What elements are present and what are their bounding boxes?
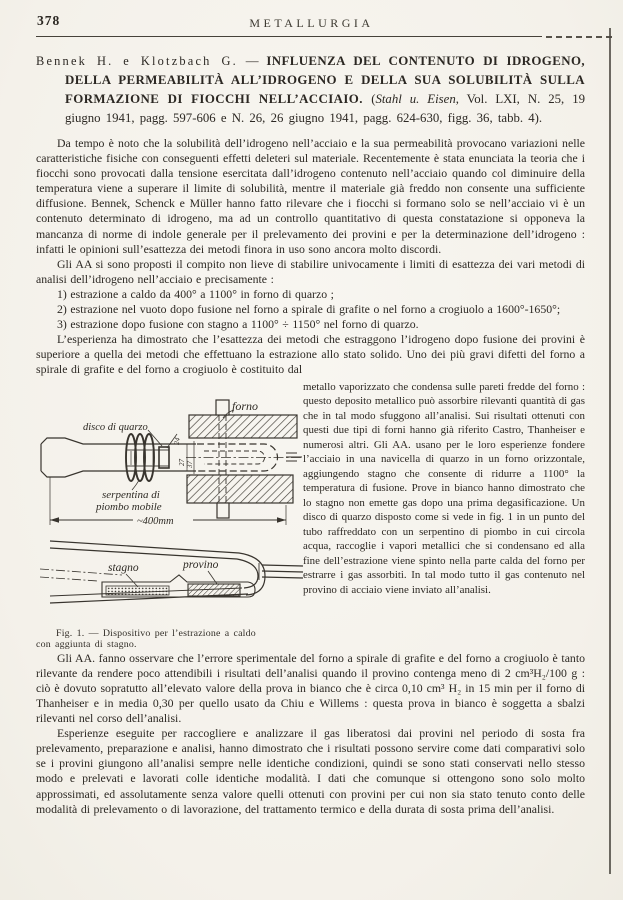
figure-caption bbox=[36, 628, 296, 651]
method-item-1: 1) estrazione a caldo da 400° a 1100° in forno di quarzo ; bbox=[57, 286, 334, 301]
label-provino: provino bbox=[183, 558, 219, 571]
boat-closeup-diagram bbox=[40, 541, 303, 603]
label-serpentina-line1: serpentina di bbox=[102, 488, 160, 501]
label-dim-27: 27 bbox=[178, 458, 186, 466]
journal-title: METALLURGIA bbox=[249, 16, 374, 30]
label-dim-400mm: ~400mm bbox=[137, 515, 174, 527]
caption-line-2: con aggiunta di stagno. bbox=[36, 639, 137, 651]
figure-block bbox=[36, 380, 303, 651]
label-forno: forno bbox=[232, 398, 259, 413]
article-authors: Bennek H. e Klotzbach G. bbox=[36, 54, 238, 68]
furnace-diagram bbox=[41, 400, 302, 525]
paragraph-experience: L’esperienza ha dimostrato che l’esattezza dei metodi che estraggono l’idrogeno dopo fusione dei provini è superiore a quella dei metodi che effettuano la estrazione allo stato solido. Uno dei più gravi difetti del forno a spirale di grafite e del forno a crogiuolo è costituito dal bbox=[36, 332, 585, 377]
reference-journal-name: Stahl u. Eisen bbox=[375, 92, 456, 106]
article-body bbox=[36, 52, 585, 817]
reference-details: , Vol. LXI, N. 25, 19 giugno 1941, pagg. 597-606 e N. 26, 26 giugno 1941, pagg. 624-630, figg. 36, tabb. 4). bbox=[65, 92, 585, 125]
figure-and-text-columns bbox=[36, 380, 585, 651]
label-stagno: stagno bbox=[108, 561, 139, 574]
fig1-apparatus-diagram bbox=[36, 380, 303, 620]
label-serpentina-line2: piombo mobile bbox=[96, 500, 162, 513]
header-rule-solid bbox=[36, 36, 542, 37]
article-heading bbox=[36, 52, 585, 128]
paragraph-sampling: Esperienze eseguite per raccogliere e analizzare il gas liberatosi dai provini nel periodo di sosta fra prelevamento, preparazione e analisi, hanno dimostrato che i risultati possono servire come dati comparativi solo se i provini giungono all’analisi sempre nelle identiche condizioni, quindi se sono stati conservati nello stesso modo e prelevati e lavorati colle identiche modalità. I dati che comunque si ottengono sono solo molto approssimati, ed assolutamente senza valore quelli ottenuti con provini per cui non sia stato tenuto conto delle modalità di prelevamento o di lavorazione, del trattamento termico e della durata di sosta prima dell’analisi. bbox=[36, 726, 585, 816]
label-dim-37: 37 bbox=[186, 460, 194, 468]
caption-line-1: Fig. 1. — Dispositivo per l’estrazione a caldo bbox=[56, 627, 256, 639]
page-number: 378 bbox=[37, 13, 61, 28]
method-item-2: 2) estrazione nel vuoto dopo fusione nel forno a spirale di grafite o nel forno a crogiuolo a 1600°-1650°; bbox=[57, 302, 561, 317]
right-column-text: metallo vaporizzato che condensa sulle pareti fredde del forno : questo deposito metallico può assorbire rilevanti quantità di gas che in tal modo sfuggono all’analisi. Sui risultati ottenuti con questi due tipi di forni hanno già riferito Castro, Thanheiser e numerosi altri. Gli AA. usano per le loro esperienze fondere l’acciaio in una navicella di quarzo in un forno orizzontale, aggiungendo stagno che consente di ridurre a 1100° la temperatura di fusione. Prove in bianco hanno dimostrato che lo stagno non emette gas dopo una prima degasificazione. Un disco di quarzo disposto come si vede in fig. 1 in un punto del tubo raffreddato con un serpentino di piombo in cui circola acqua, raccoglie i vapori metallici che si condensano ed alla fine dell’estrazione viene spinto nella parte calda del forno per estrarre i gas assorbiti. In tal modo tutto il gas contenuto nel provino di acciaio viene inviato all’analisi. bbox=[303, 380, 585, 596]
paragraph-blank-test: Gli AA. fanno osservare che l’errore sperimentale del forno a spirale di grafite e del forno a crogiuolo è tanto rilevante da rendere poco attendibili i risultati dell’analisi quando il provino contenga meno di 2 cm³H₂/100 g : ciò è dovuto sopratutto all’elevato valore della prova in bianco che è circa 0,10 cm³ H₂ in 15 min per il forno di Thanheiser e in media 0,30 per quello usato da Chiu e Willems : questa prova in bianco è soggetta a sbalzi rilevanti nel corso dell’analisi. bbox=[36, 650, 585, 726]
header-rule-dashed bbox=[546, 36, 612, 38]
paragraph-intro: Da tempo è noto che la solubilità dell’idrogeno nell’acciaio e la sua permeabilità provocano variazioni nelle caratteristiche fisiche con conseguenti effetti deleteri sul materiale. Recentemente è stata enunciata la teoria che i fiocchi sono provocati dalla tensione esercitata dall’idrogeno contenuto nell’acciaio quando col diminuire della temperatura viene a superare il limite di solubilità, mentre il materiale già freddo non consente una sufficiente diffusione. Bennek, Schenck e Müller hanno fatto rilevare che i fiocchi si formano solo se nell’acciaio vi è un contenuto determinato di idrogeno, ma ad un controllo quantitativo di questa constatazione si opponeva la mancanza di norme di indole generale per il prelevamento dei provini e per la determinazione dell’idrogeno : infatti le opinioni sull’esattezza dei metodi finora in uso sono ancora molto discordi. bbox=[36, 136, 585, 256]
method-item-3: 3) estrazione dopo fusione con stagno a 1100° ÷ 1150° nel forno di quarzo. bbox=[57, 317, 419, 332]
heading-dash: — bbox=[237, 54, 267, 68]
label-disco-di-quarzo: disco di quarzo bbox=[83, 421, 148, 433]
article-reference: (Stahl u. Eisen, Vol. LXI, N. 25, 19 giugno 1941, pagg. 597-606 e N. 26, 26 giugno 1941, pagg. 624-630, figg. 36, tabb. 4). bbox=[65, 92, 585, 125]
label-dim-24: 24 bbox=[172, 436, 182, 445]
article-title: INFLUENZA DEL CONTENUTO DI IDROGENO, DELLA PERMEABILITÀ ALL’IDROGENO E DELLA SUA SOLUBILITÀ SULLA FORMAZIONE DI FIOCCHI NELL’ACCIAIO. bbox=[65, 54, 585, 106]
scan-edge-line bbox=[609, 28, 611, 874]
paragraph-aims: Gli AA si sono proposti il compito non lieve di stabilire univocamente i limiti di esattezza dei vari metodi di analisi dell’idrogeno nell’acciaio e precisamente : bbox=[36, 256, 585, 286]
